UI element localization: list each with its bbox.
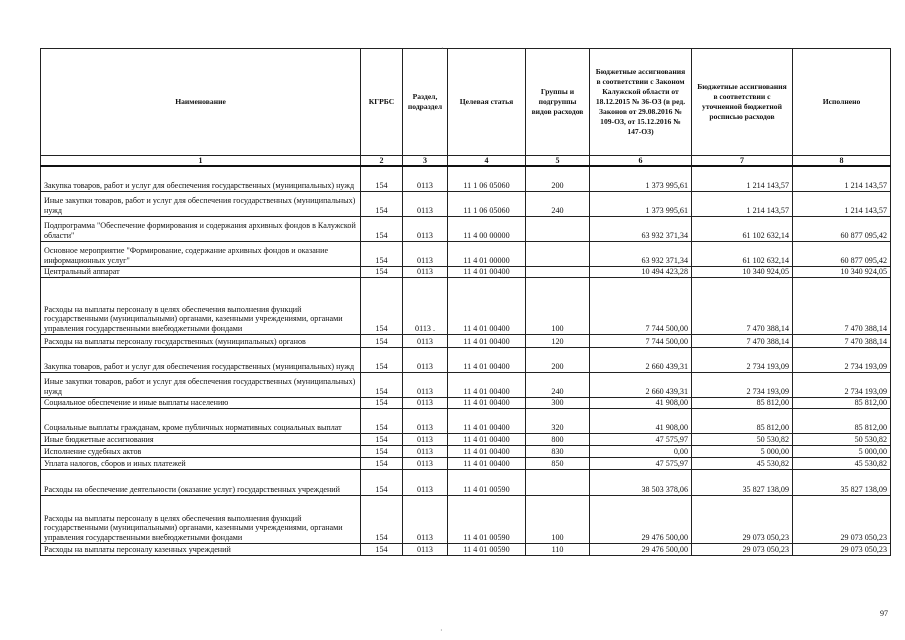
table-cell-target-article: 11 4 01 00400 — [448, 266, 526, 277]
table-row — [41, 372, 891, 397]
table-row — [41, 543, 891, 555]
table-cell-refined-allocations: 2 734 193,09 — [692, 347, 793, 372]
scan-mark: · — [440, 626, 443, 635]
table-cell-kgrbs: 154 — [361, 277, 403, 334]
table-cell-name: Расходы на выплаты персоналу казенных учреждений — [41, 543, 361, 555]
table-cell-kgrbs: 154 — [361, 457, 403, 469]
table-cell-kgrbs: 154 — [361, 433, 403, 445]
table-cell-executed: 35 827 138,09 — [793, 469, 891, 495]
table-cell-section: 0113 — [403, 166, 448, 191]
column-number: 8 — [793, 156, 891, 167]
header-law-allocations: Бюджетные ассигнования в соответствии с Законом Калужской области от 18.12.2015 № 36-ОЗ (в ред. Законов от 29.08.2016 № 109-ОЗ, от 15.12.2016 № 147-ОЗ) — [590, 49, 692, 156]
table-cell-expense-type: 240 — [526, 191, 590, 216]
table-header-row — [41, 49, 891, 156]
table-row — [41, 166, 891, 191]
table-cell-name: Социальное обеспечение и иные выплаты населению — [41, 397, 361, 408]
table-cell-law-allocations: 2 660 439,31 — [590, 372, 692, 397]
header-refined-allocations: Бюджетные ассигнования в соответствии с уточненной бюджетной росписью расходов — [692, 49, 793, 156]
table-cell-expense-type: 300 — [526, 397, 590, 408]
table-cell-kgrbs: 154 — [361, 216, 403, 241]
table-cell-refined-allocations: 85 812,00 — [692, 408, 793, 433]
table-cell-kgrbs: 154 — [361, 495, 403, 543]
table-cell-expense-type: 830 — [526, 445, 590, 457]
table-row — [41, 457, 891, 469]
table-cell-executed: 10 340 924,05 — [793, 266, 891, 277]
table-cell-expense-type — [526, 266, 590, 277]
table-cell-kgrbs: 154 — [361, 166, 403, 191]
table-cell-target-article: 11 4 00 00000 — [448, 216, 526, 241]
table-cell-name: Закупка товаров, работ и услуг для обеспечения государственных (муниципальных) нужд — [41, 347, 361, 372]
table-row — [41, 408, 891, 433]
table-cell-kgrbs: 154 — [361, 408, 403, 433]
table-cell-target-article: 11 4 01 00400 — [448, 433, 526, 445]
table-cell-target-article: 11 4 01 00590 — [448, 543, 526, 555]
table-cell-refined-allocations: 29 073 050,23 — [692, 543, 793, 555]
table-cell-kgrbs: 154 — [361, 543, 403, 555]
table-cell-law-allocations: 1 373 995,61 — [590, 166, 692, 191]
header-section: Раздел, подраздел — [403, 49, 448, 156]
table-cell-name: Социальные выплаты гражданам, кроме публичных нормативных социальных выплат — [41, 408, 361, 433]
table-cell-law-allocations: 38 503 378,06 — [590, 469, 692, 495]
table-row — [41, 266, 891, 277]
table-cell-target-article: 11 4 01 00400 — [448, 457, 526, 469]
table-cell-refined-allocations: 29 073 050,23 — [692, 495, 793, 543]
table-cell-section: 0113 — [403, 347, 448, 372]
table-cell-refined-allocations: 35 827 138,09 — [692, 469, 793, 495]
table-cell-name: Закупка товаров, работ и услуг для обеспечения государственных (муниципальных) нужд — [41, 166, 361, 191]
table-cell-executed: 5 000,00 — [793, 445, 891, 457]
table-cell-target-article: 11 4 01 00400 — [448, 277, 526, 334]
table-cell-section: 0113 — [403, 266, 448, 277]
table-cell-section: 0113 — [403, 191, 448, 216]
table-cell-name: Подпрограмма "Обеспечение формирования и содержания архивных фондов в Калужской области" — [41, 216, 361, 241]
table-cell-expense-type: 110 — [526, 543, 590, 555]
table-row — [41, 216, 891, 241]
table-cell-executed: 2 734 193,09 — [793, 347, 891, 372]
table-cell-name: Иные закупки товаров, работ и услуг для обеспечения государственных (муниципальных) нужд — [41, 191, 361, 216]
table-cell-law-allocations: 41 908,00 — [590, 408, 692, 433]
table-cell-expense-type: 200 — [526, 347, 590, 372]
table-cell-section: 0113 — [403, 445, 448, 457]
table-cell-section: 0113 — [403, 543, 448, 555]
header-executed: Исполнено — [793, 49, 891, 156]
table-cell-refined-allocations: 10 340 924,05 — [692, 266, 793, 277]
table-row — [41, 347, 891, 372]
table-cell-name: Иные бюджетные ассигнования — [41, 433, 361, 445]
table-row — [41, 495, 891, 543]
table-cell-executed: 29 073 050,23 — [793, 543, 891, 555]
table-cell-law-allocations: 10 494 423,28 — [590, 266, 692, 277]
table-cell-expense-type: 320 — [526, 408, 590, 433]
table-cell-name: Уплата налогов, сборов и иных платежей — [41, 457, 361, 469]
header-kgrbs: КГРБС — [361, 49, 403, 156]
table-cell-law-allocations: 7 744 500,00 — [590, 334, 692, 347]
table-cell-kgrbs: 154 — [361, 191, 403, 216]
table-cell-target-article: 11 4 01 00590 — [448, 469, 526, 495]
column-number: 1 — [41, 156, 361, 167]
table-cell-kgrbs: 154 — [361, 469, 403, 495]
table-cell-executed: 2 734 193,09 — [793, 372, 891, 397]
table-cell-name: Расходы на выплаты персоналу государственных (муниципальных) органов — [41, 334, 361, 347]
table-cell-expense-type: 240 — [526, 372, 590, 397]
column-number: 4 — [448, 156, 526, 167]
table-cell-section: 0113 — [403, 495, 448, 543]
table-cell-target-article: 11 4 01 00590 — [448, 495, 526, 543]
table-cell-section: 0113 — [403, 241, 448, 266]
table-cell-refined-allocations: 2 734 193,09 — [692, 372, 793, 397]
table-cell-refined-allocations: 5 000,00 — [692, 445, 793, 457]
table-cell-section: 0113 . — [403, 277, 448, 334]
table-cell-target-article: 11 4 01 00400 — [448, 334, 526, 347]
table-cell-name: Исполнение судебных актов — [41, 445, 361, 457]
table-body — [41, 166, 891, 555]
table-cell-expense-type: 120 — [526, 334, 590, 347]
table-cell-kgrbs: 154 — [361, 266, 403, 277]
table-cell-executed: 7 470 388,14 — [793, 277, 891, 334]
table-cell-section: 0113 — [403, 457, 448, 469]
table-cell-target-article: 11 1 06 05060 — [448, 191, 526, 216]
table-cell-kgrbs: 154 — [361, 397, 403, 408]
table-cell-executed: 50 530,82 — [793, 433, 891, 445]
table-cell-name: Расходы на выплаты персоналу в целях обеспечения выполнения функций государственными (муниципальными) органами, казенными учреждениями, органами управления государственными внебюджетными фондами — [41, 277, 361, 334]
table-cell-section: 0113 — [403, 372, 448, 397]
table-cell-law-allocations: 63 932 371,34 — [590, 216, 692, 241]
table-cell-section: 0113 — [403, 469, 448, 495]
table-cell-law-allocations: 29 476 500,00 — [590, 495, 692, 543]
table-cell-refined-allocations: 7 470 388,14 — [692, 334, 793, 347]
table-cell-executed: 85 812,00 — [793, 408, 891, 433]
table-cell-kgrbs: 154 — [361, 334, 403, 347]
table-cell-target-article: 11 4 01 00400 — [448, 397, 526, 408]
table-cell-target-article: 11 4 01 00400 — [448, 372, 526, 397]
table-cell-expense-type — [526, 241, 590, 266]
header-expense-type: Группы и подгруппы видов расходов — [526, 49, 590, 156]
table-cell-executed: 45 530,82 — [793, 457, 891, 469]
table-cell-law-allocations: 7 744 500,00 — [590, 277, 692, 334]
page-number: 97 — [880, 609, 888, 618]
column-number: 2 — [361, 156, 403, 167]
table-row — [41, 334, 891, 347]
table-cell-refined-allocations: 61 102 632,14 — [692, 241, 793, 266]
table-cell-kgrbs: 154 — [361, 241, 403, 266]
table-cell-law-allocations: 47 575,97 — [590, 457, 692, 469]
table-cell-section: 0113 — [403, 433, 448, 445]
table-cell-law-allocations: 1 373 995,61 — [590, 191, 692, 216]
table-cell-executed: 60 877 095,42 — [793, 216, 891, 241]
table-cell-refined-allocations: 61 102 632,14 — [692, 216, 793, 241]
table-row — [41, 191, 891, 216]
budget-table — [40, 48, 891, 556]
table-cell-section: 0113 — [403, 408, 448, 433]
table-cell-expense-type: 200 — [526, 166, 590, 191]
table-cell-name: Расходы на выплаты персоналу в целях обеспечения выполнения функций государственными (муниципальными) органами, казенными учреждениями, органами управления государственными внебюджетными фондами — [41, 495, 361, 543]
column-number: 3 — [403, 156, 448, 167]
budget-table-sheet — [40, 48, 890, 556]
header-target-article: Целевая статья — [448, 49, 526, 156]
table-cell-law-allocations: 63 932 371,34 — [590, 241, 692, 266]
table-cell-expense-type: 850 — [526, 457, 590, 469]
table-cell-refined-allocations: 85 812,00 — [692, 397, 793, 408]
column-number: 5 — [526, 156, 590, 167]
header-name: Наименование — [41, 49, 361, 156]
table-cell-law-allocations: 47 575,97 — [590, 433, 692, 445]
table-cell-expense-type: 100 — [526, 277, 590, 334]
table-cell-target-article: 11 4 01 00000 — [448, 241, 526, 266]
table-cell-target-article: 11 1 06 05060 — [448, 166, 526, 191]
table-row — [41, 241, 891, 266]
scan-mark: · — [441, 44, 444, 53]
table-cell-target-article: 11 4 01 00400 — [448, 445, 526, 457]
table-cell-kgrbs: 154 — [361, 347, 403, 372]
table-row — [41, 445, 891, 457]
table-cell-name: Центральный аппарат — [41, 266, 361, 277]
table-cell-expense-type: 100 — [526, 495, 590, 543]
table-cell-expense-type — [526, 469, 590, 495]
table-row — [41, 433, 891, 445]
table-row — [41, 277, 891, 334]
table-cell-law-allocations: 0,00 — [590, 445, 692, 457]
column-number: 6 — [590, 156, 692, 167]
table-cell-executed: 1 214 143,57 — [793, 191, 891, 216]
table-cell-law-allocations: 29 476 500,00 — [590, 543, 692, 555]
table-cell-executed: 7 470 388,14 — [793, 334, 891, 347]
table-cell-expense-type: 800 — [526, 433, 590, 445]
column-number-row — [41, 156, 891, 167]
table-cell-name: Расходы на обеспечение деятельности (оказание услуг) государственных учреждений — [41, 469, 361, 495]
table-cell-section: 0113 — [403, 397, 448, 408]
table-cell-refined-allocations: 7 470 388,14 — [692, 277, 793, 334]
table-cell-expense-type — [526, 216, 590, 241]
table-cell-law-allocations: 2 660 439,31 — [590, 347, 692, 372]
table-cell-refined-allocations: 1 214 143,57 — [692, 191, 793, 216]
table-cell-kgrbs: 154 — [361, 372, 403, 397]
table-row — [41, 469, 891, 495]
table-cell-section: 0113 — [403, 334, 448, 347]
table-cell-executed: 60 877 095,42 — [793, 241, 891, 266]
table-cell-executed: 29 073 050,23 — [793, 495, 891, 543]
table-cell-law-allocations: 41 908,00 — [590, 397, 692, 408]
table-cell-name: Основное мероприятие "Формирование, содержание архивных фондов и оказание информационных услуг" — [41, 241, 361, 266]
table-cell-executed: 1 214 143,57 — [793, 166, 891, 191]
table-cell-target-article: 11 4 01 00400 — [448, 347, 526, 372]
table-cell-kgrbs: 154 — [361, 445, 403, 457]
table-cell-name: Иные закупки товаров, работ и услуг для обеспечения государственных (муниципальных) нужд — [41, 372, 361, 397]
table-cell-refined-allocations: 45 530,82 — [692, 457, 793, 469]
table-row — [41, 397, 891, 408]
column-number: 7 — [692, 156, 793, 167]
table-cell-refined-allocations: 1 214 143,57 — [692, 166, 793, 191]
table-cell-executed: 85 812,00 — [793, 397, 891, 408]
table-cell-target-article: 11 4 01 00400 — [448, 408, 526, 433]
table-cell-refined-allocations: 50 530,82 — [692, 433, 793, 445]
table-cell-section: 0113 — [403, 216, 448, 241]
